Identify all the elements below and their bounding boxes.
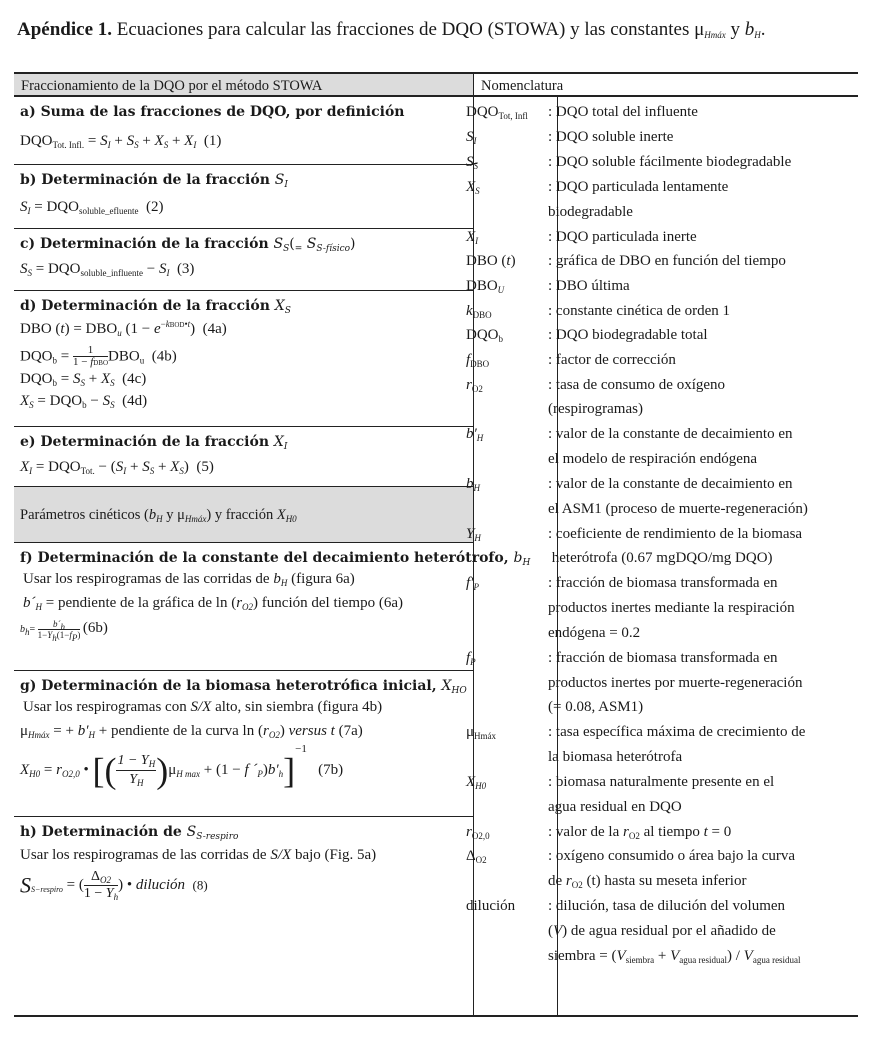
nom-desc: (respirogramas) (548, 401, 643, 417)
nom-desc: (V) de agua residual por el añadido de (548, 923, 776, 939)
nom-symbol-dbo-u: $DBO_U$ (466, 278, 505, 295)
nom-desc: : DQO particulada inerte (548, 229, 697, 245)
nomenclature-symbol-column (474, 97, 558, 1015)
nom-symbol-dqo-tot-infl: $DQO_{Tot, Infl}$ (466, 104, 528, 121)
nom-desc: : DQO particulada lentamente (548, 179, 729, 195)
nom-desc: : tasa de consumo de oxígeno (548, 377, 726, 393)
nom-desc: : factor de corrección (548, 352, 676, 368)
nom-desc: : coeficiente de rendimiento de la biomasa (548, 526, 803, 542)
section-f-line-2: $b´_H$ = pendiente de la gráfica de $\ln (r_{O2})$ función del tiempo (6a) (23, 595, 403, 612)
nom-desc: : DBO última (548, 278, 630, 294)
nom-desc: de $r_{O2}$ (t) hasta su meseta inferior (548, 873, 747, 890)
equation-1: $DQO_{Tot. Infl.} = S_I + S_S + X_S + X_I$ (1) (20, 133, 222, 150)
section-b (14, 165, 473, 229)
equation-3: $S_S = DQO_{soluble\_influente} - S_I$ (3) (20, 261, 195, 278)
section-c (14, 229, 473, 291)
nom-desc: : valor de la constante de decaimiento en (548, 476, 793, 492)
section-g-line-1: Usar los respirogramas con S/X alto, sin siembra (figura 4b) (23, 699, 383, 715)
section-d-heading: d) Determinación de la fracción $X_S$ (20, 298, 291, 316)
nom-desc: la biomasa heterótrofa (548, 749, 683, 765)
header-fraccionamiento: Fraccionamiento de la DQO por el método STOWA (14, 74, 474, 97)
equation-4b: $DQO_b$ = $\frac{1}{\text{1 − fDBO}}$ $DBO_u$ (4b) (20, 344, 177, 368)
nom-desc: : DQO total del influente (548, 104, 698, 120)
nom-desc: : gráfica de DBO en función del tiempo (548, 253, 786, 269)
equation-7b: $X_{H0} = r_{O2,0}$ • [( $\frac{1 - Y_H}{Y_H}$ )$\mu_{H max} + (1 - f$ $´_P)b'_h]^{-1}$ (7b) (20, 743, 344, 791)
equation-4c: $DQO_b = S_S + X_S$ (4c) (20, 371, 147, 388)
kinetic-parameters-heading: Parámetros cinéticos ($b_H$ y $\mu_{Hmáx}$) y fracción $X_{H0}$ (20, 507, 297, 524)
nom-symbol-mu-hmax: $\mu_{Hmáx}$ (466, 724, 497, 741)
nom-symbol-si: $S_I$ (466, 129, 477, 146)
nom-desc: el ASM1 (proceso de muerte-regeneración) (548, 501, 808, 517)
nom-symbol-r-o2-0: $r_{O2,0}$ (466, 824, 490, 841)
nom-desc: heterótrofa (0.67 mgDQO/mg DQO) (548, 550, 773, 566)
nom-symbol-xs: $X_S$ (466, 179, 480, 196)
section-h (14, 817, 473, 1019)
equation-2: $S_I = DQO_{soluble\_efluente}$ (2) (20, 199, 164, 216)
nom-desc: el modelo de respiración endógena (548, 451, 758, 467)
nom-desc: : DQO biodegradable total (548, 327, 708, 343)
section-c-heading: c) Determinación de la fracción $S_S(_=$ $S_{S-físico}$) (20, 236, 356, 254)
section-f-heading: f) Determinación de la constante del decaimiento heterótrofo, $b_H$ (20, 550, 531, 568)
section-h-heading: h) Determinación de $S_{S-respiro}$ (20, 824, 239, 842)
section-g (14, 671, 473, 817)
nom-symbol-f-prime-p: $f'_P$ (466, 575, 479, 592)
header-nomenclatura: Nomenclatura (474, 74, 858, 97)
nom-symbol-f-dbo: $f_{DBO}$ (466, 352, 490, 369)
nom-desc: agua residual en DQO (548, 799, 682, 815)
nom-desc: : DQO soluble fácilmente biodegradable (548, 154, 792, 170)
nom-symbol-ss: $S_S$ (466, 154, 478, 171)
nom-desc: : tasa específica máxima de crecimiento de (548, 724, 806, 740)
section-g-heading: g) Determinación de la biomasa heterotrófica inicial, $X_{HO}$ (20, 678, 467, 696)
nom-symbol-xi: $X_I$ (466, 229, 479, 246)
nom-desc: biodegradable (548, 204, 633, 220)
nom-desc: : DQO soluble inerte (548, 129, 674, 145)
equation-5: $X_I = DQO_{Tot.} - (S_I + S_S + X_S)$ (5) (20, 459, 214, 476)
nom-desc: : biomasa naturalmente presente en el (548, 774, 775, 790)
nom-desc: productos inertes mediante la respiración (548, 600, 795, 616)
nom-desc: productos inertes por muerte-regeneración (548, 675, 803, 691)
nom-symbol-dbo-t: DBO (t) (466, 253, 516, 269)
nom-symbol-b-h: $b_H$ (466, 476, 480, 493)
nom-desc: (= 0.08, ASM1) (548, 699, 644, 715)
nom-symbol-dqo-b: $DQO_b$ (466, 327, 503, 344)
section-d (14, 291, 473, 427)
nom-symbol-dilucion: dilución (466, 898, 516, 914)
nom-desc: endógena = 0.2 (548, 625, 641, 641)
nom-desc: : valor de la $r_{O2}$ al tiempo t = 0 (548, 824, 732, 841)
equation-8: $S_{S-respiro}$ = ( $\frac{\Delta_{O2}}{1 - Y_h}$ ) • dilución (8) (20, 869, 208, 902)
section-e-heading: e) Determinación de la fracción $X_I$ (20, 434, 288, 452)
nom-symbol-b-prime-h: $b'_H$ (466, 426, 484, 443)
nom-symbol-y-h: $Y_H$ (466, 526, 481, 543)
section-h-line-1: Usar los respirogramas de las corridas de S/X bajo (Fig. 5a) (20, 847, 377, 863)
nom-desc: : constante cinética de orden 1 (548, 303, 731, 319)
equation-4d: $X_S = DQO_b - S_S$ (4d) (20, 393, 148, 410)
nom-symbol-delta-o2: $\Delta_{O2}$ (466, 848, 487, 865)
nom-symbol-r-o2: $r_{O2}$ (466, 377, 483, 394)
nom-desc: siembra = $(V_{siembra} + V_{agua residual}) / V_{agua residual}$ (548, 948, 801, 965)
nom-symbol-f-p: $f_P$ (466, 650, 476, 667)
nom-desc: : fracción de biomasa transformada en (548, 575, 778, 591)
appendix-title-text: Ecuaciones para calcular las fracciones de DQO (STOWA) y las constantes (116, 19, 690, 40)
nom-desc: : dilución, tasa de dilución del volumen (548, 898, 786, 914)
section-a-heading: a) Suma de las fracciones de DQO, por definición (20, 104, 405, 120)
appendix-title: Apéndice 1. Ecuaciones para calcular las fracciones de DQO (STOWA) y las constantes $\mu_{Hmáx}$ y $b_H$. (17, 19, 766, 40)
nom-desc: : valor de la constante de decaimiento en (548, 426, 793, 442)
equation-6b: $b_h=$ $\frac{b´_h}{1-Y_h(1-f_P)}$ (6b) (20, 619, 108, 643)
section-f-line-1: Usar los respirogramas de las corridas de $b_H$ (figura 6a) (23, 571, 355, 588)
section-kinetic-parameters (14, 487, 473, 543)
appendix-label: Apéndice 1. (17, 19, 112, 40)
nom-symbol-x-h0: $X_{H0}$ (466, 774, 487, 791)
nom-desc: : oxígeno consumido o área bajo la curva (548, 848, 796, 864)
nom-symbol-k-dbo: $k_{DBO}$ (466, 303, 492, 320)
nom-desc: : fracción de biomasa transformada en (548, 650, 778, 666)
section-a (14, 97, 473, 165)
section-b-heading: b) Determinación de la fracción $S_I$ (20, 172, 288, 190)
section-f (14, 543, 531, 671)
equation-4a: DBO $(t) = DBO_u$ $(1 - e^{-kBOD•t})$ (4a) (20, 319, 227, 338)
section-e (14, 427, 473, 487)
equation-7a: $\mu_{Hmáx}$ = + $b'_H$ + pendiente de la curva $\ln (r_{O2})$ versus t (7a) (20, 723, 363, 740)
